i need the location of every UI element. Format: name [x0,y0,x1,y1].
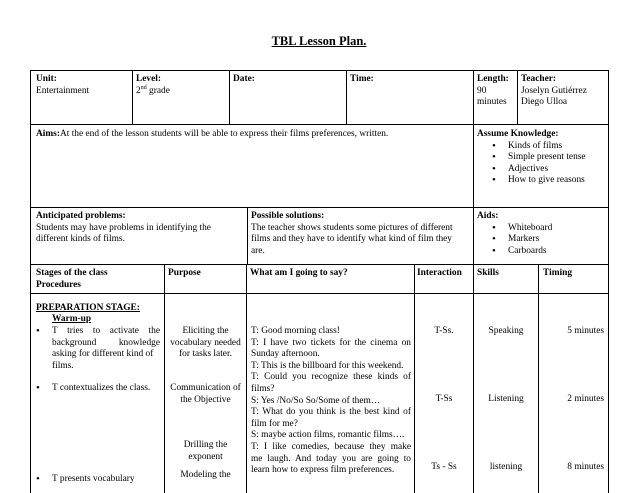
date-label: Date: [233,74,255,84]
solutions-line: films and they have to identify what kind of film they [251,234,452,245]
purpose-3: Drilling the exponent [183,440,228,462]
dialogue-line: T: Good morning class! [251,326,340,336]
assume-list [477,141,605,187]
dialogue-line: S: maybe action films, romantic films…. [251,430,405,441]
skill-3: listening [489,462,523,472]
list-item: • How to give reasons [477,175,605,187]
problems-line: different kinds of films. [36,234,125,245]
bullet: • [36,473,40,485]
length-unit: minutes [477,97,507,108]
list-item: • Kinds of films [477,141,605,153]
interaction-2: T-Ss [435,394,453,404]
time-label: Time: [350,74,374,84]
solutions-line: are. [251,245,265,256]
col-header-timing: Timing [543,268,573,278]
col-header-say: What am I going to say? [250,268,348,278]
col-header-purpose: Purpose [168,268,201,278]
level-cell [136,74,170,97]
solutions-line: The teacher shows students some pictures of different [251,222,453,233]
interaction-3: Ts - Ss [431,462,457,472]
timing-3: 8 minutes [567,462,604,472]
dialogue-line: films? [251,383,275,394]
procedure-item-2: • T contextualizes the class. [36,382,151,394]
list-item: • Adjectives [477,164,605,176]
dialogue-line: T: This is the billboard for this weekend. [251,360,404,371]
unit-label: Unit: [36,74,57,84]
solutions-cell [251,211,469,257]
aims-text: At the end of the lesson students will be able to express their films preferences, written. [59,129,389,139]
list-item: • Markers [477,234,605,246]
bullet: • [36,325,40,337]
dialogue-line: T: What do you think is the best kind of [251,407,411,418]
dialogue-line: film for me? [251,418,298,429]
list-item: • Simple present tense [477,152,605,164]
col-header-skills: Skills [477,268,499,278]
level-label: Level: [136,74,161,84]
dialogue-line: learn how to express film preferences. [251,465,395,476]
solutions-label: Possible solutions: [251,211,325,221]
problems-line: Students may have problems in identifying the [36,222,211,233]
aims-cell [36,129,466,141]
purpose-1: Eliciting the vocabulary needed for tasks later. [170,326,241,360]
procedure-item-1: • T tries to activate the background knowledge asking for different kind of films. [36,325,160,371]
interaction-1: T-Ss. [434,326,454,336]
level-value: 2nd grade [136,84,170,96]
col-header-stages: Stages of the class Procedures [36,268,108,290]
dialogue [251,326,411,477]
aids-cell [477,211,605,257]
bullet: • [36,382,40,394]
assume-label: Assume Knowledge: [477,129,559,139]
aids-list [477,223,605,258]
skill-2: Listening [488,394,524,404]
purpose-4: Modeling the [180,470,231,480]
list-item: • Carboards [477,246,605,258]
length-value: 90 [477,85,487,96]
list-item: • Whiteboard [477,223,605,235]
warmup-label: Warm-up [52,314,92,324]
page-title: TBL Lesson Plan. [271,34,367,48]
timing-1: 5 minutes [567,326,604,336]
dialogue-line: T: I have two tickets for the cinema on [251,337,411,348]
col-header-interaction: Interaction [417,268,462,278]
purpose-2: Communication of the Objective [170,383,241,405]
procedure-item-3: • T presents vocabulary [36,473,135,485]
dialogue-line: T: I like comedies, because they make [251,441,411,452]
unit-cell [36,74,89,97]
problems-cell [36,211,244,246]
length-cell [477,74,509,109]
length-label: Length: [477,74,509,84]
teacher-cell [521,74,587,109]
teacher-name-1: Joselyn Gutiérrez [521,85,587,96]
unit-value: Entertainment [36,85,90,96]
aids-label: Aids: [477,211,499,221]
stage-title: PREPARATION STAGE: [36,303,140,313]
timing-2: 2 minutes [567,394,604,404]
dialogue-line: me laugh. And today you are going to [251,453,411,464]
teacher-label: Teacher: [521,74,557,84]
dialogue-line: T: Could you recognize these kinds of [251,372,411,383]
problems-label: Anticipated problems: [36,211,126,221]
aims-label: Aims: [36,129,60,139]
dialogue-line: S: Yes /No/So So/Some of them… [251,395,381,406]
assume-cell [477,129,605,187]
dialogue-line: Sunday afternoon. [251,349,320,360]
skill-1: Speaking [488,326,524,336]
teacher-name-2: Diego Ulloa [521,97,568,108]
